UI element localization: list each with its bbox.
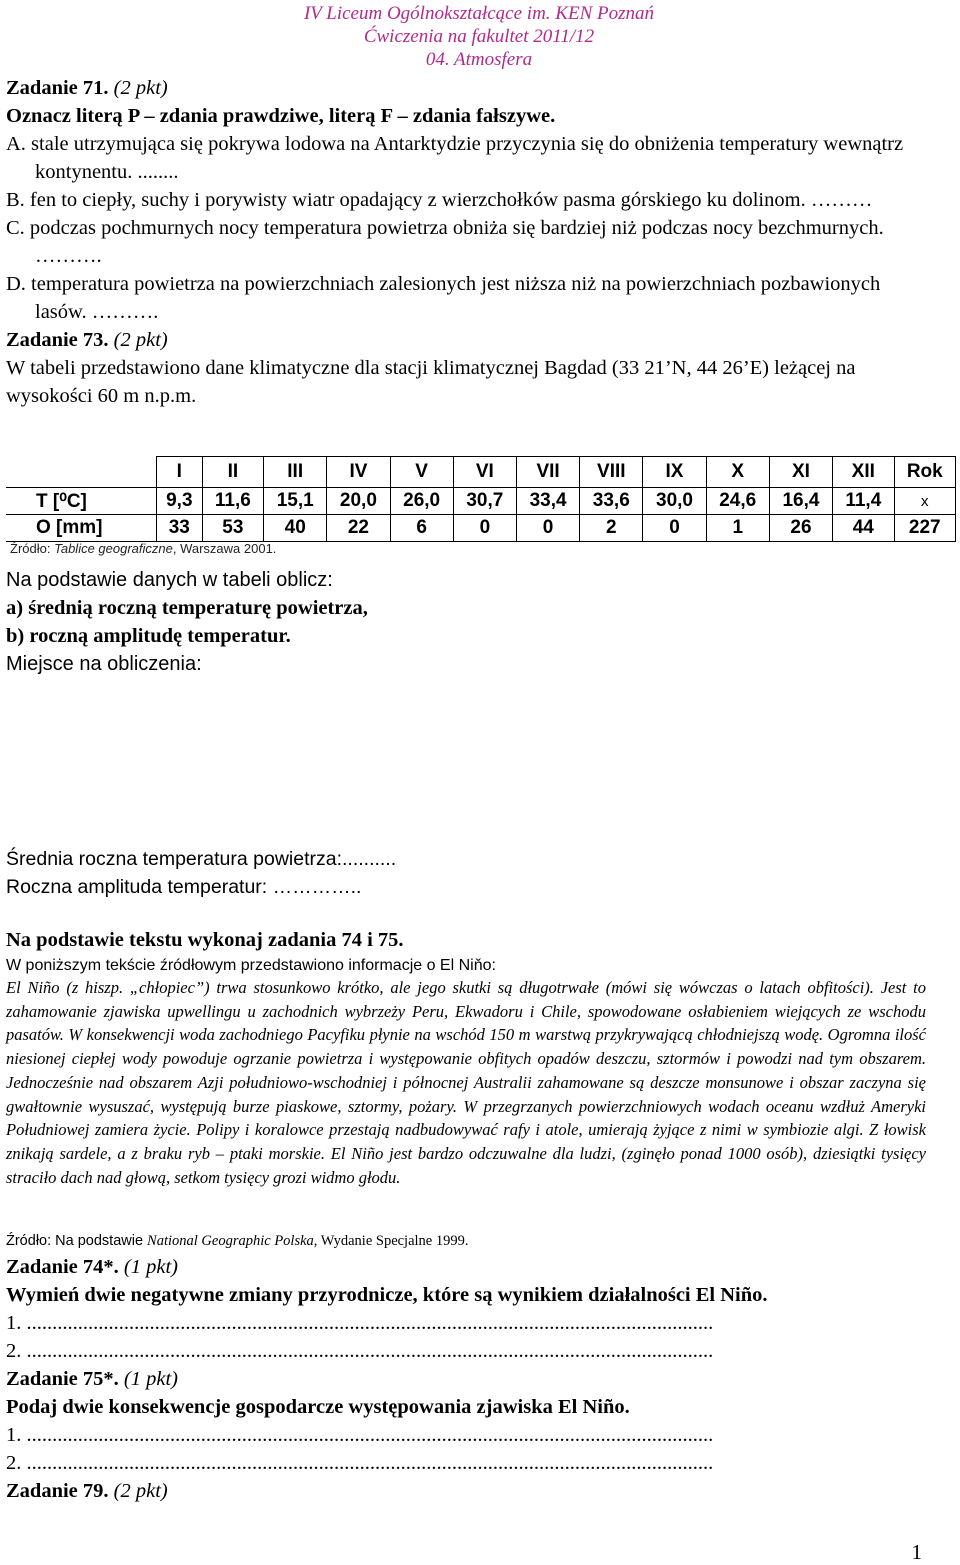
task-71-instruction: Oznacz literą P – zdania prawdziwe, literą F – zdania fałszywe. — [6, 105, 556, 127]
header-school: IV Liceum Ogólnokształcące im. KEN Poznań — [303, 3, 654, 24]
month-header: II — [202, 457, 263, 488]
month-header: VII — [516, 457, 579, 488]
tasks-74-75-heading: Na podstawie tekstu wykonaj zadania 74 i 75. — [6, 929, 404, 951]
task-73-answers — [6, 845, 932, 901]
year-header: Rok — [894, 457, 955, 488]
month-header: VI — [453, 457, 516, 488]
table-cell: 20,0 — [327, 488, 390, 515]
month-header: XII — [833, 457, 894, 488]
task-73-intro: W tabeli przedstawiono dane klimatyczne dla stacji klimatycznej Bagdad (33 21’N, 44 26’E) leżącej na wysokości 60 m n.p.m. — [6, 357, 856, 407]
elnino-source: Źródło: Na podstawie National Geographic Polska, Wydanie Specjalne 1999. — [6, 1233, 469, 1249]
header-topic: 04. Atmosfera — [425, 49, 533, 70]
table-cell: 227 — [894, 515, 955, 542]
elnino-source-text: El Niño (z hiszp. „chłopiec”) trwa stosunkowo krótko, ale jego skutki są długotrwałe (mówi się wówczas o latach obfitości). Jest to zahamowanie zjawiska upwellingu u zachodnich wybrzeży Peru, Ekwadoru i Chile, spowodowane osłabieniem wiejących ze wschodu pasatów. W konsekwencji woda zachodniego Pacyfiku płynie na wschód 150 m warstwą przykrywającą chłodniejszą wodę. Ogromna ilość niesionej ciepłej wody powoduje ogrzanie powietrza i występowanie obfitych opadów deszczu, sztormów i powodzi nad tym obszarem. Jednocześnie nad obszarem Azji południowo-wschodniej i północnej Australii zahamowane są deszcze monsunowe i obszar zaczyna się gwałtownie wysuszać, występują burze piaskowe, sztormy, pożary. W przegrzanych powierzchniowych wodach oceanu wzdłuż Ameryki Południowej zamiera życie. Polipy i koralowce przestają nadbudowywać rafy i atole, umierają żyjące z nimi w symbiozie algi. Z łowisk znikają sardele, a z braku ryb – ptaki morskie. El Niño jest bardzo odczuwalne dla ludzi, (zginęło ponad 1000 osób), dziesiątki tysięcy straciło dach nad głową, setkom tysięcy grozi widmo głodu. — [6, 978, 926, 1187]
task-74-title: Zadanie 74*. (1 pkt) — [6, 1256, 178, 1278]
question-intro: Na podstawie danych w tabeli oblicz: — [6, 569, 333, 591]
table-cell: 0 — [516, 515, 579, 542]
month-header: I — [157, 457, 203, 488]
table-cell: 22 — [327, 515, 390, 542]
page-header — [304, 2, 654, 71]
table-cell: 26 — [769, 515, 832, 542]
task-71 — [6, 74, 932, 410]
table-cell: 53 — [202, 515, 263, 542]
statement-a: A. stale utrzymująca się pokrywa lodowa na Antarktydzie przyczynia się do obniżenia temperatury wewnątrz kontynentu. ........ — [6, 133, 904, 183]
table-cell: 33,4 — [516, 488, 579, 515]
table-cell: 11,4 — [833, 488, 894, 515]
calculation-label: Miejsce na obliczenia: — [6, 653, 202, 675]
table-cell: 1 — [706, 515, 769, 542]
table-cell: 15,1 — [264, 488, 327, 515]
month-header: VIII — [580, 457, 643, 488]
month-header: V — [390, 457, 453, 488]
table-cell: 2 — [580, 515, 643, 542]
task-75-answer-1[interactable]: 1. ...................................................................................................................................... — [6, 1424, 714, 1446]
elnino-intro: W poniższym tekście źródłowym przedstawiono informacje o El Niňo: — [6, 957, 496, 974]
month-header: IX — [643, 457, 706, 488]
task-75-instruction: Podaj dwie konsekwencje gospodarcze występowania zjawiska El Niño. — [6, 1396, 630, 1418]
table-cell: 33 — [157, 515, 203, 542]
table-cell: 6 — [390, 515, 453, 542]
table-cell: 9,3 — [157, 488, 203, 515]
table-cell: 44 — [833, 515, 894, 542]
page-number: 1 — [911, 1540, 922, 1564]
month-header: IV — [327, 457, 390, 488]
statement-d: D. temperatura powietrza na powierzchniach zalesionych jest niższa niż na powierzchniach pozbawionych lasów. ………. — [6, 273, 881, 323]
table-cell: 33,6 — [580, 488, 643, 515]
table-cell: 26,0 — [390, 488, 453, 515]
table-header-row — [6, 457, 956, 488]
table-cell: x — [894, 488, 955, 515]
header-course: Ćwiczenia na fakultet 2011/12 — [363, 26, 595, 47]
table-cell: 0 — [643, 515, 706, 542]
table-source: Źródło: Tablice geograficzne, Warszawa 2001. — [10, 541, 277, 556]
table-cell: 0 — [453, 515, 516, 542]
task-73-title: Zadanie 73. (2 pkt) — [6, 329, 168, 351]
row-label: T [⁰C] — [6, 488, 157, 515]
task-75-title: Zadanie 75*. (1 pkt) — [6, 1368, 178, 1390]
elnino-section-heading — [6, 926, 932, 977]
task-75-answer-2[interactable]: 2. ...................................................................................................................................... — [6, 1452, 714, 1474]
row-label: O [mm] — [6, 515, 157, 542]
table-cell: 16,4 — [769, 488, 832, 515]
table-cell: 30,0 — [643, 488, 706, 515]
table-row-temperature — [6, 488, 956, 515]
month-header: III — [264, 457, 327, 488]
table-corner — [6, 457, 157, 488]
table-cell: 40 — [264, 515, 327, 542]
task-74 — [6, 1253, 932, 1505]
task-73-questions — [6, 566, 932, 678]
question-b: b) roczną amplitudę temperatur. — [6, 625, 291, 647]
table-row-precipitation — [6, 515, 956, 542]
question-a: a) średnią roczną temperaturę powietrza, — [6, 597, 368, 619]
task-71-title: Zadanie 71. (2 pkt) — [6, 77, 168, 99]
table-cell: 11,6 — [202, 488, 263, 515]
task-74-answer-2[interactable]: 2. ...................................................................................................................................... — [6, 1340, 714, 1362]
month-header: X — [706, 457, 769, 488]
task-79-title: Zadanie 79. (2 pkt) — [6, 1480, 168, 1502]
climate-table — [6, 456, 956, 542]
task-74-instruction: Wymień dwie negatywne zmiany przyrodnicze, które są wynikiem działalności El Niño. — [6, 1284, 768, 1306]
answer-mean-temperature[interactable]: Średnia roczna temperatura powietrza:.......... — [6, 848, 397, 870]
statement-b: B. fen to ciepły, suchy i porywisty wiatr opadający z wierzchołków pasma górskiego ku dolinom. ……… — [6, 189, 873, 211]
answer-temperature-amplitude[interactable]: Roczna amplituda temperatur: ………….. — [6, 876, 362, 898]
task-74-answer-1[interactable]: 1. ...................................................................................................................................... — [6, 1312, 714, 1334]
month-header: XI — [769, 457, 832, 488]
table-cell: 24,6 — [706, 488, 769, 515]
table-cell: 30,7 — [453, 488, 516, 515]
statement-c: C. podczas pochmurnych nocy temperatura powietrza obniża się bardziej niż podczas nocy bezchmurnych. ………. — [6, 217, 884, 267]
